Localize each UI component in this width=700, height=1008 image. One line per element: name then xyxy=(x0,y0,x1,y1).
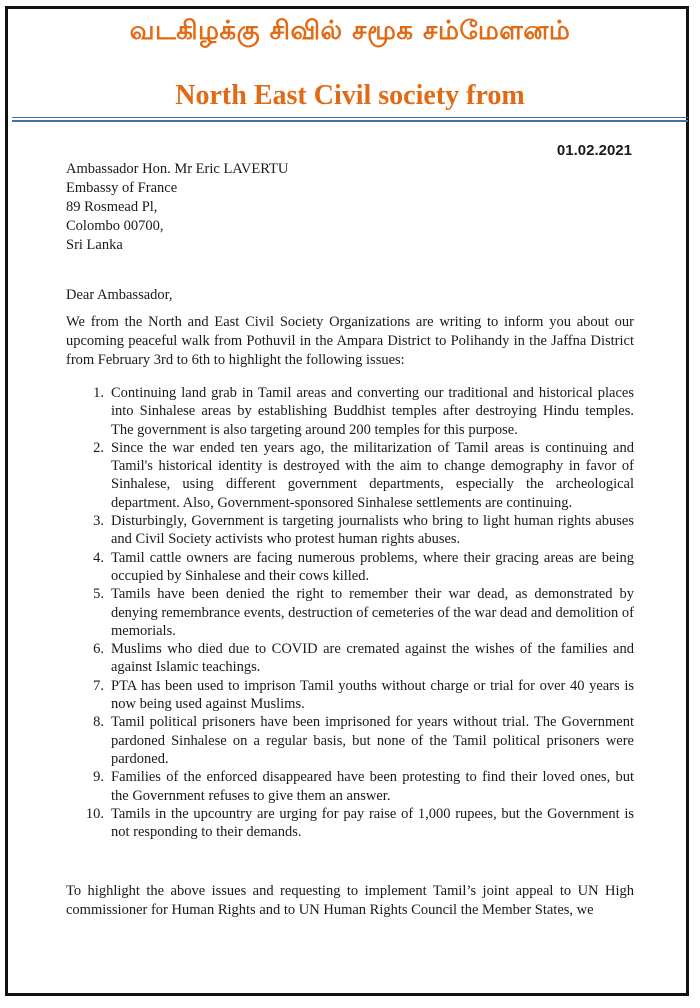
recipient-address xyxy=(66,160,288,255)
issue-number: 7. xyxy=(93,677,104,694)
issue-text: Tamils have been denied the right to remember their war dead, as demonstrated by denying remembrance events, destruction of cemeteries of the war dead and demolition of memorials. xyxy=(111,586,635,639)
issue-number: 2. xyxy=(93,439,104,456)
closing-paragraph: To highlight the above issues and requesting to implement Tamil’s joint appeal to UN High commissioner for Human Rights and to UN Human Rights Council the Member States, we xyxy=(66,883,634,918)
issue-text: Since the war ended ten years ago, the militarization of Tamil areas is continuing and Tamil's historical identity is destroyed with the aim to change demography in favor of Sinhalese, using different government departments, especially the archeological department. Also, Government-sponsored Sinhalese settlements are continuing. xyxy=(111,439,634,511)
issue-item xyxy=(60,768,634,805)
issue-text: Tamil cattle owners are facing numerous problems, where their gracing areas are being occupied by Sinhalese and their cows killed. xyxy=(111,549,634,584)
issue-item xyxy=(60,677,634,714)
issue-number: 5. xyxy=(93,586,104,603)
issue-text: Tamil political prisoners have been imprisoned for years without trial. The Government pardoned Sinhalese on a regular basis, but none of the Tamil political prisoners were pardoned. xyxy=(111,714,634,767)
issue-text: PTA has been used to imprison Tamil youths without charge or trial for over 40 years is now being used against Muslims. xyxy=(111,677,634,713)
letterhead-english-title: North East Civil society from xyxy=(175,80,525,111)
issue-number: 3. xyxy=(93,513,104,530)
address-line: Ambassador Hon. Mr Eric LAVERTU xyxy=(66,161,289,177)
issue-number: 6. xyxy=(93,641,104,658)
issue-item xyxy=(60,512,634,549)
issue-item xyxy=(60,585,634,640)
issue-text: Disturbingly, Government is targeting journalists who bring to light human rights abuses and Civil Society activists who protest human rights abuses. xyxy=(111,513,634,548)
address-line: Sri Lanka xyxy=(66,237,123,253)
issue-number: 9. xyxy=(93,769,104,786)
header-divider-bottom xyxy=(12,120,688,122)
issue-item xyxy=(60,439,634,512)
issue-text: Muslims who died due to COVID are cremated against the wishes of the families and against Islamic teachings. xyxy=(111,641,634,676)
issue-item xyxy=(60,713,634,768)
intro-paragraph: We from the North and East Civil Society Organizations are writing to inform you about our upcoming peaceful walk from Pothuvil in the Ampara District to Polihandy in the Jaffna District from February 3rd to 6th to highlight the following issues: xyxy=(66,314,634,368)
address-line: Embassy of France xyxy=(66,180,178,196)
issue-number: 1. xyxy=(93,385,104,401)
letter-date: 01.02.2021 xyxy=(556,142,632,159)
issue-item xyxy=(60,384,634,439)
issue-number: 8. xyxy=(93,714,104,731)
address-line: Colombo 00700, xyxy=(66,218,164,234)
address-line: 89 Rosmead Pl, xyxy=(66,199,158,215)
header-divider-top xyxy=(12,117,688,118)
issue-item xyxy=(60,805,634,842)
issue-text: Families of the enforced disappeared have been protesting to find their loved ones, but the Government refuses to give them an answer. xyxy=(111,769,634,804)
issue-item xyxy=(60,640,634,677)
issue-text: Tamils in the upcountry are urging for pay raise of 1,000 rupees, but the Government is not responding to their demands. xyxy=(111,805,634,841)
issue-item xyxy=(60,549,634,586)
issues-list xyxy=(60,384,634,841)
letterhead-tamil-title: வடகிழக்கு சிவில் சமூக சம்மேளனம் xyxy=(129,16,571,46)
salutation: Dear Ambassador, xyxy=(66,287,173,303)
issue-number: 4. xyxy=(93,549,104,566)
issue-text: Continuing land grab in Tamil areas and converting our traditional and historical places into Sinhalese areas by establishing Buddhist temples after destroying Hindu temples. The government is also targeting around 200 temples for this purpose. xyxy=(111,385,634,438)
issue-number: 10. xyxy=(85,805,104,822)
